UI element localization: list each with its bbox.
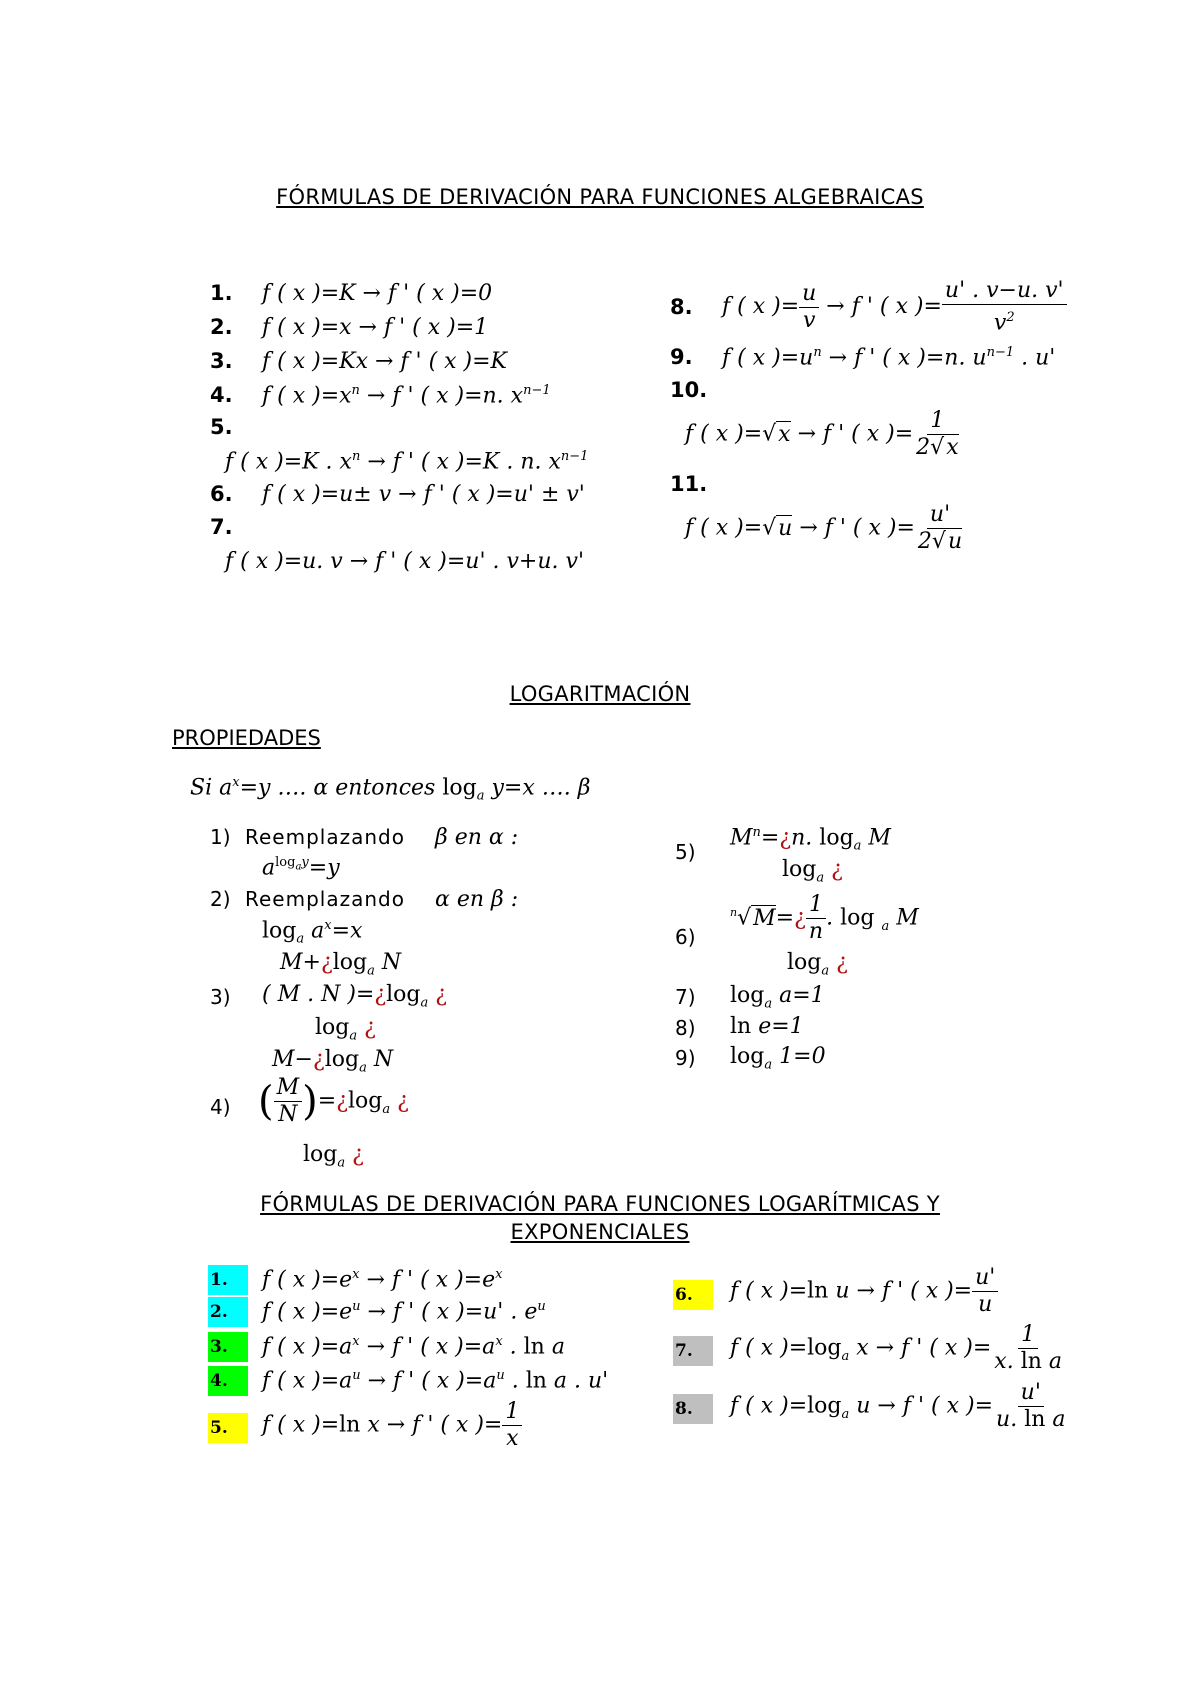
- exp-num-7: 7.: [673, 1336, 713, 1366]
- alg-formula-3: f ( x )=Kx → f ' ( x )=K: [262, 349, 507, 374]
- alg-num-11: 11.: [670, 472, 708, 496]
- exp-formula-4: f ( x )$=a^u \to f$ ' ( x )$=a^u$ . ln a . u': [262, 1368, 609, 1394]
- alg-formula-8: f ( x )= $\frac{u}{v}$ → f ' ( x )= $\frac{u' . v-u. v'}{v^2}$: [722, 278, 1067, 336]
- alg-num-10: 10.: [670, 378, 708, 402]
- prop-num-2: 2): [210, 887, 231, 911]
- alg-num-7: 7.: [210, 515, 233, 539]
- prop-2-label: Reemplazando: [245, 887, 405, 911]
- alg-formula-10: f ( x )=√x → f ' ( x )= $\frac{1}{2√x}$: [685, 408, 959, 460]
- alg-num-3: 3.: [210, 349, 233, 373]
- prop-1-label: Reemplazando: [245, 825, 405, 849]
- alg-formula-6: f ( x )=u± v → f ' ( x )=u' ± v': [262, 482, 585, 507]
- title-exp-line2: EXPONENCIALES: [510, 1220, 690, 1244]
- log-definition: Si $a^x=y$ …. α entonces $\log_a y=x$ …. β: [190, 775, 591, 804]
- exp-num-2: 2.: [208, 1297, 248, 1327]
- prop-5-formula: $M^n=¿n$. $\log_a M$: [730, 825, 891, 854]
- prop-8-formula: ln e=1: [730, 1014, 804, 1039]
- prop-2-formula: $\log_a a^x=x$: [262, 918, 363, 947]
- exp-formula-5: f ( x )=ln x → f ' ( x )= $\frac{1}{x}$: [262, 1399, 522, 1452]
- title-propiedades: PROPIEDADES: [172, 726, 321, 750]
- prop-3-formula: ( M . N )$=¿\log_a$ ¿: [262, 982, 448, 1011]
- alg-num-8: 8.: [670, 295, 693, 319]
- title-algebraic: FÓRMULAS DE DERIVACIÓN PARA FUNCIONES ALGEBRAICAS: [276, 185, 924, 209]
- prop-num-4: 4): [210, 1095, 231, 1119]
- alg-formula-2: f ( x )=x → f ' ( x )=1: [262, 315, 489, 340]
- prop-3-line2: $\log_a$ ¿: [315, 1015, 376, 1044]
- prop-5-line2: $\log_a$ ¿: [782, 857, 843, 886]
- prop-num-6: 6): [675, 925, 696, 949]
- prop-4-formula: ( $\frac{M}{N}$ )$=¿\log_a$ ¿: [258, 1075, 409, 1127]
- prop-7-formula: $\log_a a=1$: [730, 983, 825, 1012]
- exp-num-5: 5.: [208, 1413, 248, 1443]
- prop-2-subst: α en β :: [435, 887, 519, 912]
- exp-num-4: 4.: [208, 1366, 248, 1396]
- exp-num-1: 1.: [208, 1265, 248, 1295]
- prop-num-1: 1): [210, 825, 231, 849]
- alg-formula-4: f ( x )$=x^n \to f$ ' ( x )=n. $x^{n-1}$: [262, 383, 551, 409]
- alg-num-6: 6.: [210, 482, 233, 506]
- title-exp-line1: FÓRMULAS DE DERIVACIÓN PARA FUNCIONES LOGARÍTMICAS Y: [260, 1192, 940, 1216]
- exp-formula-1: f ( x )$=e^x \to f$ ' ( x )$=e^x$: [262, 1267, 503, 1293]
- prop-6-line2: $\log_a$ ¿: [787, 950, 848, 979]
- title-logaritmacion: LOGARITMACIÓN: [509, 682, 691, 706]
- prop-3-line3: $M-¿\log_a$ N: [272, 1047, 394, 1076]
- prop-num-7: 7): [675, 985, 696, 1009]
- prop-6-formula: $^n$√M=¿ $\frac{1}{n}$ . log $_a$ M: [730, 892, 919, 944]
- alg-num-5: 5.: [210, 415, 233, 439]
- exp-formula-7: f ( x )$=\log_a$ x → f ' ( x )= $\frac{1}{\text{x. ln a}}$: [730, 1322, 1063, 1374]
- alg-num-2: 2.: [210, 315, 233, 339]
- alg-num-4: 4.: [210, 383, 233, 407]
- prop-num-8: 8): [675, 1016, 696, 1040]
- prop-1-formula: $a^{log_ay}=y$: [262, 855, 340, 881]
- alg-formula-7: f ( x )=u. v → f ' ( x )=u' . v+u. v': [225, 549, 584, 574]
- alg-num-1: 1.: [210, 281, 233, 305]
- exp-num-6: 6.: [673, 1280, 713, 1310]
- alg-formula-9: f ( x )$=u^n \to f$ ' ( x )=n. $u^{n-1}$ . u': [722, 345, 1056, 371]
- exp-formula-6: f ( x )=ln u → f ' ( x )= $\frac{u'}{u}$: [730, 1265, 998, 1318]
- alg-num-9: 9.: [670, 345, 693, 369]
- prop-num-3: 3): [210, 985, 231, 1009]
- exp-formula-2: f ( x )$=e^u \to f$ ' ( x )=u' . $e^u$: [262, 1299, 546, 1325]
- prop-1-subst: β en α :: [435, 825, 519, 850]
- exp-num-3: 3.: [208, 1332, 248, 1362]
- exp-num-8: 8.: [673, 1394, 713, 1424]
- prop-4-line2: $\log_a$ ¿: [303, 1142, 364, 1171]
- alg-formula-5: f ( x )=K . $x^n \to f$ ' ( x )=K . n. $x^{n-1}$: [225, 449, 589, 475]
- exp-formula-8: f ( x )$=\log_a$ u → f ' ( x )= $\frac{u'}{\text{u. ln a}}$: [730, 1380, 1066, 1432]
- exp-formula-3: f ( x )$=a^x \to f$ ' ( x )$=a^x$ . ln a: [262, 1334, 565, 1360]
- prop-2-extra: $M+¿\log_a$ N: [280, 950, 402, 979]
- prop-num-9: 9): [675, 1046, 696, 1070]
- prop-9-formula: $\log_a 1=0$: [730, 1044, 826, 1073]
- alg-formula-1: f ( x )=K → f ' ( x )=0: [262, 281, 493, 306]
- prop-num-5: 5): [675, 840, 696, 864]
- alg-formula-11: f ( x )=√u → f ' ( x )= $\frac{u'}{2√u}$: [685, 502, 963, 554]
